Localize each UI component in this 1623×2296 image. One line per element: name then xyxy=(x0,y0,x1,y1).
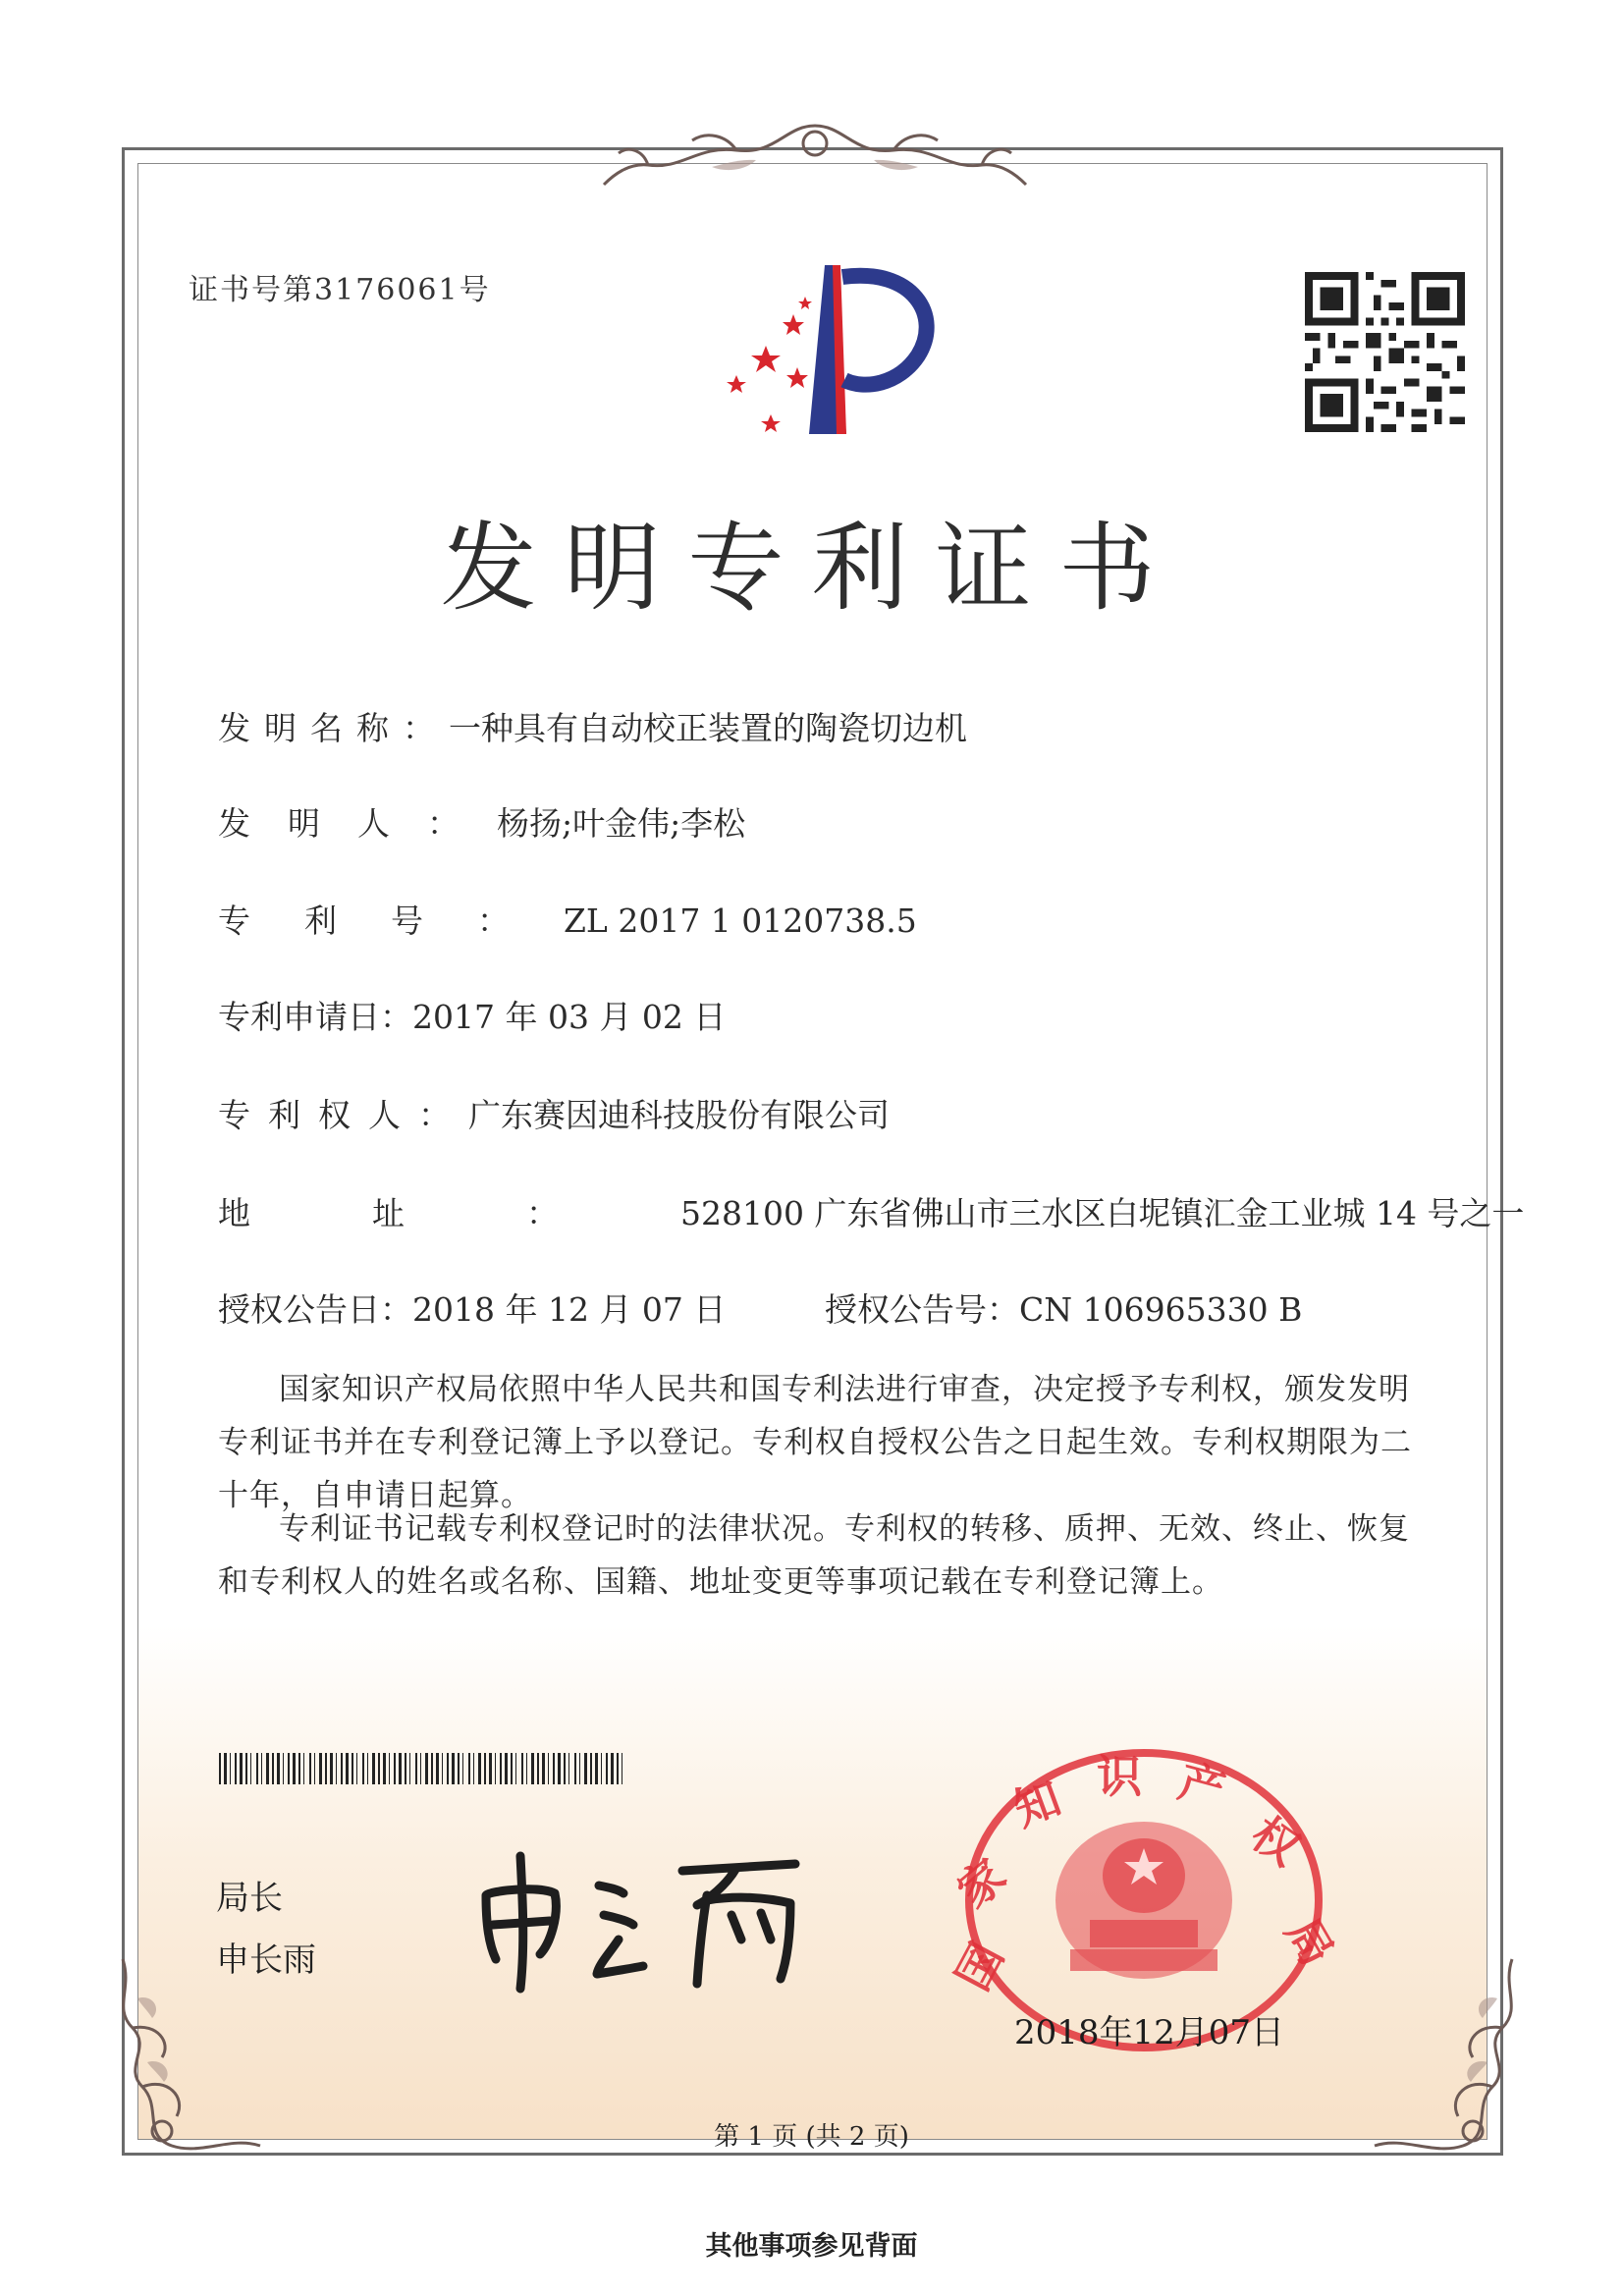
inventor-value: 杨扬;叶金伟;李松 xyxy=(497,804,746,843)
invention-name-row xyxy=(218,703,967,749)
qr-code xyxy=(1305,272,1465,432)
svg-text:识: 识 xyxy=(1097,1750,1142,1803)
footer-note: 其他事项参见背面 xyxy=(705,2231,918,2262)
page-number: 第 1 页 (共 2 页) xyxy=(714,2122,909,2152)
grant-date-value: 2018 年 12 月 07 日 xyxy=(412,1290,727,1329)
inventor-row xyxy=(218,798,745,845)
patent-number-value: ZL 2017 1 0120738.5 xyxy=(564,902,917,940)
invention-name-value: 一种具有自动校正装置的陶瓷切边机 xyxy=(449,709,967,747)
svg-text:权: 权 xyxy=(1241,1806,1310,1877)
seal-date: 2018年12月07日 xyxy=(1014,2013,1285,2052)
patentee-row xyxy=(218,1090,890,1136)
grant-pub-number-label: 授权公告号： xyxy=(825,1290,1019,1329)
grant-pub-number-row xyxy=(825,1285,1302,1331)
svg-text:国: 国 xyxy=(946,1934,1014,1999)
filing-date-value: 2017 年 03 月 02 日 xyxy=(412,998,727,1036)
grant-pub-number-value: CN 106965330 B xyxy=(1019,1290,1303,1329)
patent-number-row xyxy=(218,896,917,942)
address-row xyxy=(218,1188,1524,1234)
svg-text:知: 知 xyxy=(1006,1771,1068,1837)
inventor-label: 发明人： xyxy=(218,804,497,843)
grant-date-label: 授权公告日： xyxy=(218,1290,412,1329)
grant-date-row xyxy=(218,1285,726,1331)
patent-number-label: 专利号： xyxy=(218,902,564,940)
svg-text:局: 局 xyxy=(1274,1908,1344,1975)
declaration-paragraph-2: 专利证书记载专利权登记时的法律状况。专利权的转移、质押、无效、终止、恢复和专利权人的姓名或名称、国籍、地址变更等事项记载在专利登记簿上。 xyxy=(218,1511,1410,1600)
svg-text:家: 家 xyxy=(947,1848,1016,1919)
patentee-label: 专利权人： xyxy=(218,1096,468,1134)
svg-text:产: 产 xyxy=(1172,1754,1231,1818)
filing-date-row xyxy=(218,992,726,1038)
address-label: 地址： xyxy=(218,1194,680,1232)
certificate-number: 证书号第3176061号 xyxy=(189,273,491,307)
address-value: 528100 广东省佛山市三水区白坭镇汇金工业城 14 号之一 xyxy=(680,1194,1525,1232)
certificate-title: 发明专利证书 xyxy=(440,513,1183,625)
patent-office-emblem xyxy=(707,257,962,454)
director-name: 申长雨 xyxy=(216,1941,316,1980)
declaration-paragraph-1: 国家知识产权局依照中华人民共和国专利法进行审查，决定授予专利权，颁发发明专利证书并在专利登记簿上予以登记。专利权自授权公告之日起生效。专利权期限为二十年，自申请日起算。 xyxy=(218,1372,1412,1513)
barcode xyxy=(219,1753,627,1784)
director-signature xyxy=(471,1846,825,1994)
top-ornament xyxy=(589,116,1041,194)
director-title: 局长 xyxy=(216,1879,283,1918)
filing-date-label: 专利申请日： xyxy=(218,998,412,1036)
invention-name-label: 发明名称： xyxy=(218,709,449,747)
patentee-value: 广东赛因迪科技股份有限公司 xyxy=(468,1096,890,1134)
